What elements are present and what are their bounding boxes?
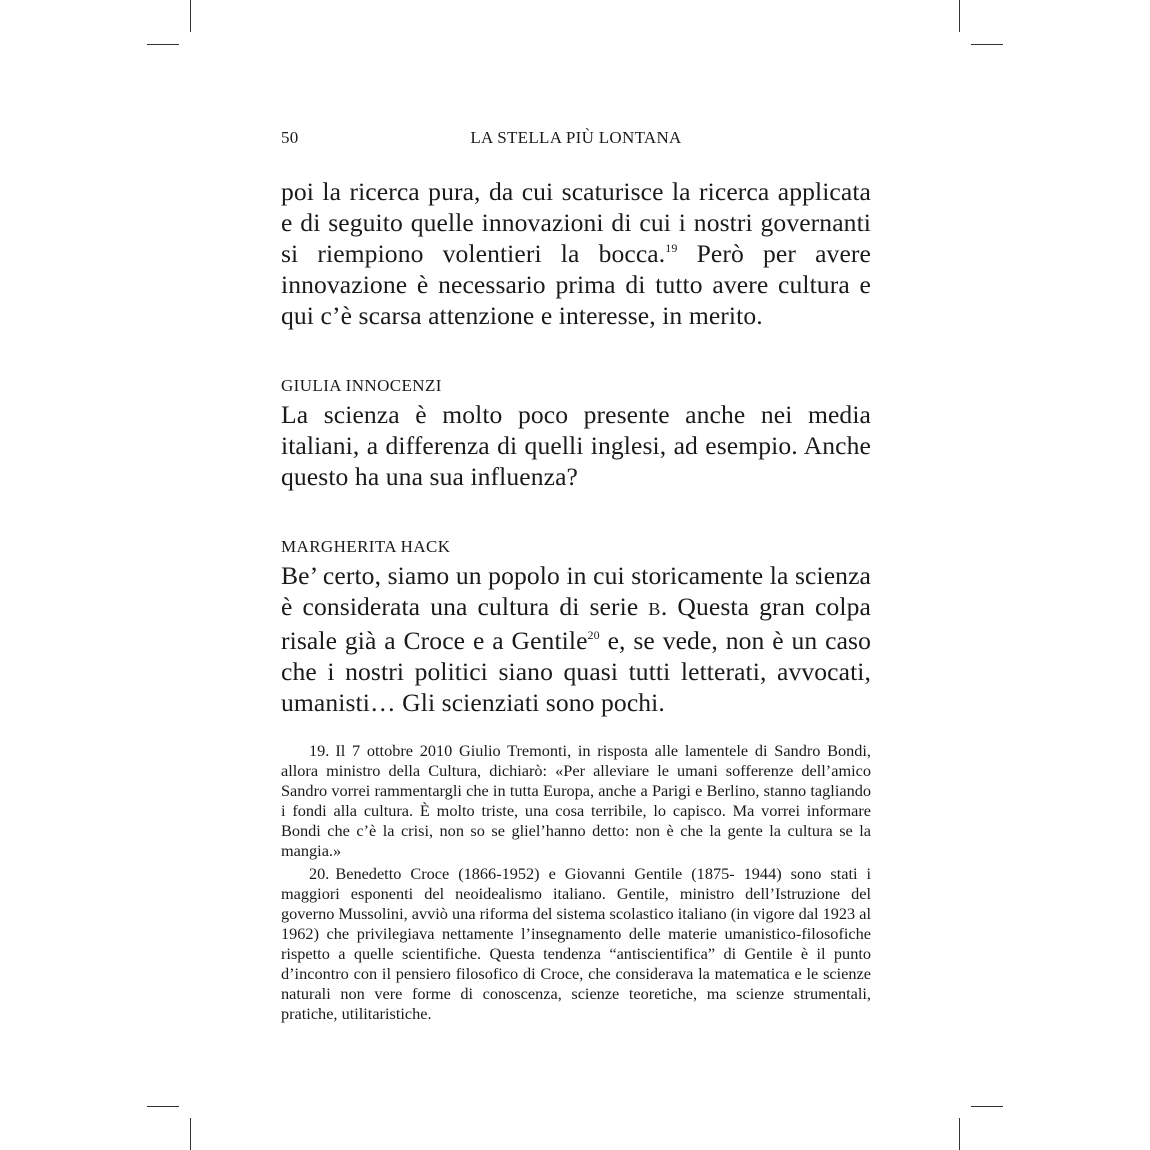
body-paragraph: poi la ricerca pura, da cui scaturisce la ricerca applicata e di seguito quelle innovazioni di cui i nostri governanti si riempiono volentieri la bocca.$^{19}$ Però per avere innovazione è necessario prima di tutto avere cultura e qui c’è scarsa attenzione e interesse, in merito. [281,177,871,330]
footnote-text: Il 7 ottobre 2010 Giulio Tremonti, in risposta alle lamentele di Sandro Bondi, allora ministro della Cultura, dichiarò: «Per alleviare le umani sofferenze dell’amico Sandro vorrei rammentargli che in tutta Europa, anche a Parigi e Berlino, stanno tagliando i fondi alla cultura. È molto triste, una cosa terribile, lo capisco. Ma vorrei informare Bondi che c’è la crisi, non so se gliel’hanno detto: non è che la gente la cultura se la mangia.» [281,741,871,860]
speaker-question: La scienza è molto poco presente anche nei media italiani, a differenza di quelli inglesi, ad esempio. Anche questo ha una sua influenza? [281,400,871,491]
crop-mark-top-right-horizontal [971,44,1003,45]
footnote-number: 20. [309,864,330,884]
footnote-20 [281,864,871,1023]
speaker-name: MARGHERITA HACK [281,537,451,556]
dialogue-section-innocenzi [281,375,871,492]
crop-mark-top-left-vertical [190,0,191,32]
footnote-ref-19[interactable]: 19 [665,241,678,255]
running-title: LA STELLA PIÙ LONTANA [470,128,682,147]
footnote-19 [281,741,871,860]
speaker-name: GIULIA INNOCENZI [281,376,442,395]
crop-mark-bottom-right-horizontal [971,1106,1003,1107]
page-header [281,128,871,152]
crop-mark-top-left-horizontal [147,44,179,45]
small-caps-letter: B [648,599,661,619]
crop-mark-bottom-left-horizontal [147,1106,179,1107]
footnotes [281,741,871,1028]
crop-mark-bottom-left-vertical [190,1118,191,1150]
paragraph-continuation [281,176,871,331]
crop-mark-top-right-vertical [959,0,960,32]
footnote-text: Benedetto Croce (1866-1952) e Giovanni Gentile (1875- 1944) sono stati i maggiori esponenti del neoidealismo italiano. Gentile, ministro dell’Istruzione del governo Mussolini, avviò una riforma del sistema scolastico italiano (in vigore dal 1923 al 1962) che privilegiava nettamente l’insegnamento delle materie umanistico-filosofiche rispetto a quelle scientifiche. Questa tendenza “antiscientifica” di Gentile è il punto d’incontro con il pensiero filosofico di Croce, che considerava la matematica e le scienze naturali non vere forme di conoscenza, scienze teoretiche, ma scienze strumentali, pratiche, utilitaristiche. [281,864,871,1023]
speaker-answer: Be’ certo, siamo un popolo in cui storicamente la scienza è considerata una cultura di serie B. Questa gran colpa risale già a Croce e a Gentile$^{20}$ e, se vede, non è un caso che i nostri politici siano quasi tutti letterati, avvocati, umanisti… Gli scienziati sono pochi. [281,561,872,717]
footnote-ref-20[interactable]: 20 [587,628,600,642]
page-number: 50 [281,128,299,147]
dialogue-section-hack [281,536,871,718]
crop-mark-bottom-right-vertical [959,1118,960,1150]
footnote-number: 19. [309,741,330,760]
